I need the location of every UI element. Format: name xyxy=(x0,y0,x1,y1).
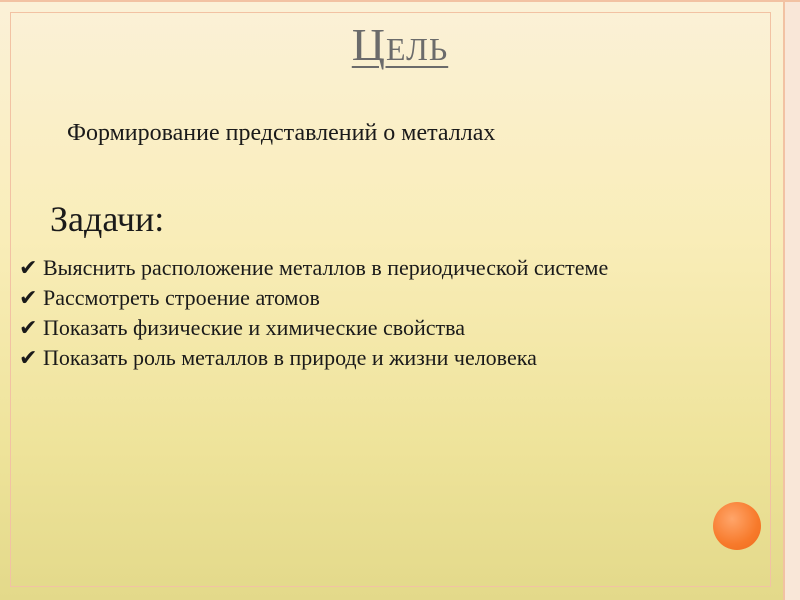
task-text: Показать физические и химические свойства xyxy=(43,315,466,340)
checkmark-icon: ✔ xyxy=(19,345,38,370)
task-item xyxy=(19,313,608,343)
slide-title: Цель xyxy=(351,19,449,70)
frame-line-top-inner xyxy=(10,12,770,13)
checkmark-icon: ✔ xyxy=(19,285,38,310)
orange-circle-decoration xyxy=(713,502,761,550)
goal-text: Формирование представлений о металлах xyxy=(67,120,496,146)
task-item xyxy=(19,253,608,283)
right-border-strip xyxy=(785,0,800,600)
task-item xyxy=(19,343,608,373)
checkmark-icon: ✔ xyxy=(19,315,38,340)
frame-line-top xyxy=(0,0,800,2)
tasks-heading: Задачи: xyxy=(50,199,165,239)
frame-line-right xyxy=(783,0,785,600)
task-item xyxy=(19,283,608,313)
task-text: Показать роль металлов в природе и жизни человека xyxy=(43,345,537,370)
frame-line-bottom-inner xyxy=(10,586,770,587)
task-text: Выяснить расположение металлов в периодической системе xyxy=(43,255,609,280)
frame-line-left-inner xyxy=(10,12,11,587)
tasks-list xyxy=(19,253,608,373)
checkmark-icon: ✔ xyxy=(19,255,38,280)
task-text: Рассмотреть строение атомов xyxy=(43,285,320,310)
frame-line-right-inner xyxy=(770,12,771,587)
